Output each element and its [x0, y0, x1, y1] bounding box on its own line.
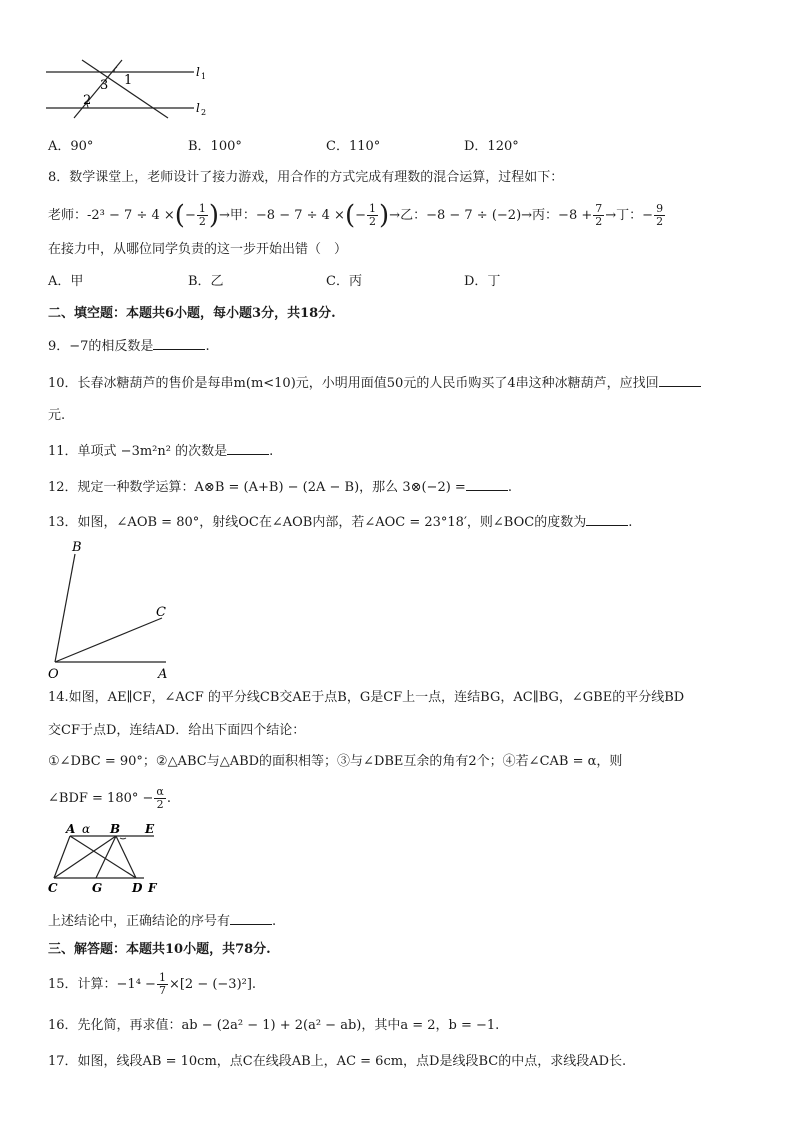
- half-neg: −: [184, 208, 196, 223]
- q9-end: .: [205, 339, 210, 354]
- bing-expression: −8 +: [558, 208, 593, 223]
- point-e-label: E: [145, 822, 155, 836]
- q15-suffix: ×[2 − (−3)²].: [168, 977, 257, 992]
- step-ding-label: →丁：: [605, 208, 643, 223]
- q10-answer-blank[interactable]: [659, 372, 701, 387]
- angle-2-label: 2: [83, 93, 92, 108]
- q12-end: .: [507, 480, 512, 495]
- q8-question: 在接力中，从哪位同学负责的这一步开始出错（ ）: [48, 242, 348, 257]
- fraction-seven-half: $\frac{7}{2}$: [595, 202, 603, 228]
- section-2-title: 二、填空题：本题共6小题，每小题3分，共18分.: [48, 306, 336, 321]
- point-b-label: B: [110, 822, 121, 836]
- half-neg-2: −: [355, 208, 367, 223]
- q14-conclusion: [48, 910, 276, 932]
- point-b-label: B: [72, 540, 82, 555]
- angle-aob-figure: [44, 536, 184, 684]
- point-o-label: O: [48, 667, 59, 682]
- fraction-half: $\frac{1}{2}$: [198, 202, 206, 228]
- q8-stem: 8．数学课堂上，老师设计了接力游戏，用合作的方式完成有理数的混合运算，过程如下：: [48, 170, 564, 185]
- q12-answer-blank[interactable]: [466, 476, 508, 491]
- yi-expression: −8 − 7 ÷ (−2): [426, 208, 522, 223]
- q8-option-b: B．乙: [188, 274, 224, 289]
- q13-answer-blank[interactable]: [586, 511, 628, 526]
- point-a-label: A: [66, 822, 76, 836]
- q7-option-b: B．100°: [188, 139, 242, 154]
- q9-answer-blank[interactable]: [153, 335, 205, 350]
- q11-end: .: [269, 444, 274, 459]
- q15-prefix: 15．计算：−1⁴ −: [48, 977, 156, 992]
- line-l1-sub: 1: [201, 72, 207, 81]
- q14-bdf-expression: ∠BDF = 180° −: [48, 791, 154, 806]
- q14-line-1: 14.如图，AE∥CF，∠ACF 的平分线CB交AE于点B，G是CF上一点，连结BG，AC∥BG，∠GBE的平分线BD: [48, 690, 685, 705]
- q8-relay-expression: 老师：-2³ − 7 ÷ 4 ×(− $\frac{1}{2}$ )→甲：−8 − 7 ÷ 4 ×(− $\frac{1}{2}$ )→乙：−8 − 7 ÷ (−2)→丙：−8 + $\frac{7}{2}$ →丁：− $\frac{9}{2}$: [48, 200, 664, 231]
- q14-end: .: [272, 914, 277, 929]
- teacher-label: 老师：: [48, 208, 88, 223]
- q9: [48, 335, 210, 357]
- q11-text: 11．单项式 −3m²n² 的次数是: [48, 444, 228, 459]
- section-3-title: 三、解答题：本题共10小题，共78分.: [48, 942, 271, 957]
- q13-text: 13．如图，∠AOB = 80°，射线OC在∠AOB内部，若∠AOC = 23°18′，则∠BOC的度数为: [48, 515, 587, 530]
- step-jia-label: →甲：: [219, 208, 256, 223]
- line-l1-label: l: [196, 65, 200, 79]
- step-bing-label: →丙：: [521, 208, 559, 223]
- q14-line-4: [48, 784, 171, 814]
- q13: [48, 511, 632, 533]
- q10-line-1: [48, 372, 701, 394]
- ding-neg: −: [642, 208, 654, 223]
- q14-line-4-end: .: [166, 791, 171, 806]
- q14-line-3: ①∠DBC = 90°；②△ABC与△ABD的面积相等；③与∠DBE互余的角有2个；④若∠CAB = α，则: [48, 754, 623, 769]
- line-l2-label: l: [196, 101, 200, 115]
- angle-1-label: 1: [124, 73, 133, 88]
- jia-expression: −8 − 7 ÷ 4 ×: [255, 208, 345, 223]
- q12-text: 12．规定一种数学运算：A⊗B = (A+B) − (2A − B)，那么 3⊗(−2) =: [48, 480, 466, 495]
- q15: [48, 970, 256, 1000]
- step-yi-label: →乙：: [389, 208, 427, 223]
- q10-line-2: 元.: [48, 408, 66, 423]
- trapezoid-figure: [44, 822, 174, 898]
- q14-conclusion-text: 上述结论中，正确结论的序号有: [48, 914, 231, 929]
- alpha-label: α: [82, 822, 91, 836]
- q7-option-d: D．120°: [464, 139, 519, 154]
- q8-option-d: D．丁: [464, 274, 501, 289]
- point-g-label: G: [92, 881, 103, 895]
- q14-line-2: 交CF于点D，连结AD．给出下面四个结论：: [48, 723, 306, 738]
- q16: 16．先化简，再求值：ab − (2a² − 1) + 2(a² − ab)，其中a = 2，b = −1.: [48, 1018, 500, 1033]
- q11-answer-blank[interactable]: [227, 440, 269, 455]
- q10-text: 10．长春冰糖葫芦的售价是每串m(m<10)元，小明用面值50元的人民币购买了4串这种冰糖葫芦，应找回: [48, 376, 659, 391]
- fraction-nine-half: $\frac{9}{2}$: [656, 202, 664, 228]
- angle-3-label: 3: [100, 78, 109, 93]
- q8-option-c: C．丙: [326, 274, 362, 289]
- parallel-lines-figure: [44, 58, 214, 120]
- fraction-half-2: $\frac{1}{2}$: [369, 202, 377, 228]
- q9-text: 9．−7的相反数是: [48, 339, 154, 354]
- point-d-label: D: [132, 881, 143, 895]
- point-c-label: C: [156, 605, 166, 620]
- q7-option-c: C．110°: [326, 139, 381, 154]
- teacher-expression: -2³ − 7 ÷ 4 ×: [87, 208, 175, 223]
- q8-option-a: A．甲: [48, 274, 84, 289]
- q7-option-a: A．90°: [48, 139, 94, 154]
- point-f-label: F: [148, 881, 157, 895]
- q13-end: .: [628, 515, 633, 530]
- q17: 17．如图，线段AB = 10cm，点C在线段AB上，AC = 6cm，点D是线段BC的中点，求线段AD长.: [48, 1054, 627, 1069]
- q11: [48, 440, 273, 462]
- point-c-label: C: [48, 881, 58, 895]
- q14-answer-blank[interactable]: [230, 910, 272, 925]
- line-l2-sub: 2: [201, 108, 207, 117]
- q12: [48, 476, 512, 498]
- fraction-one-seventh: $\frac{1}{7}$: [158, 971, 166, 997]
- point-a-label: A: [158, 667, 168, 682]
- fraction-alpha-half: $\frac{\alpha}{2}$: [156, 785, 164, 811]
